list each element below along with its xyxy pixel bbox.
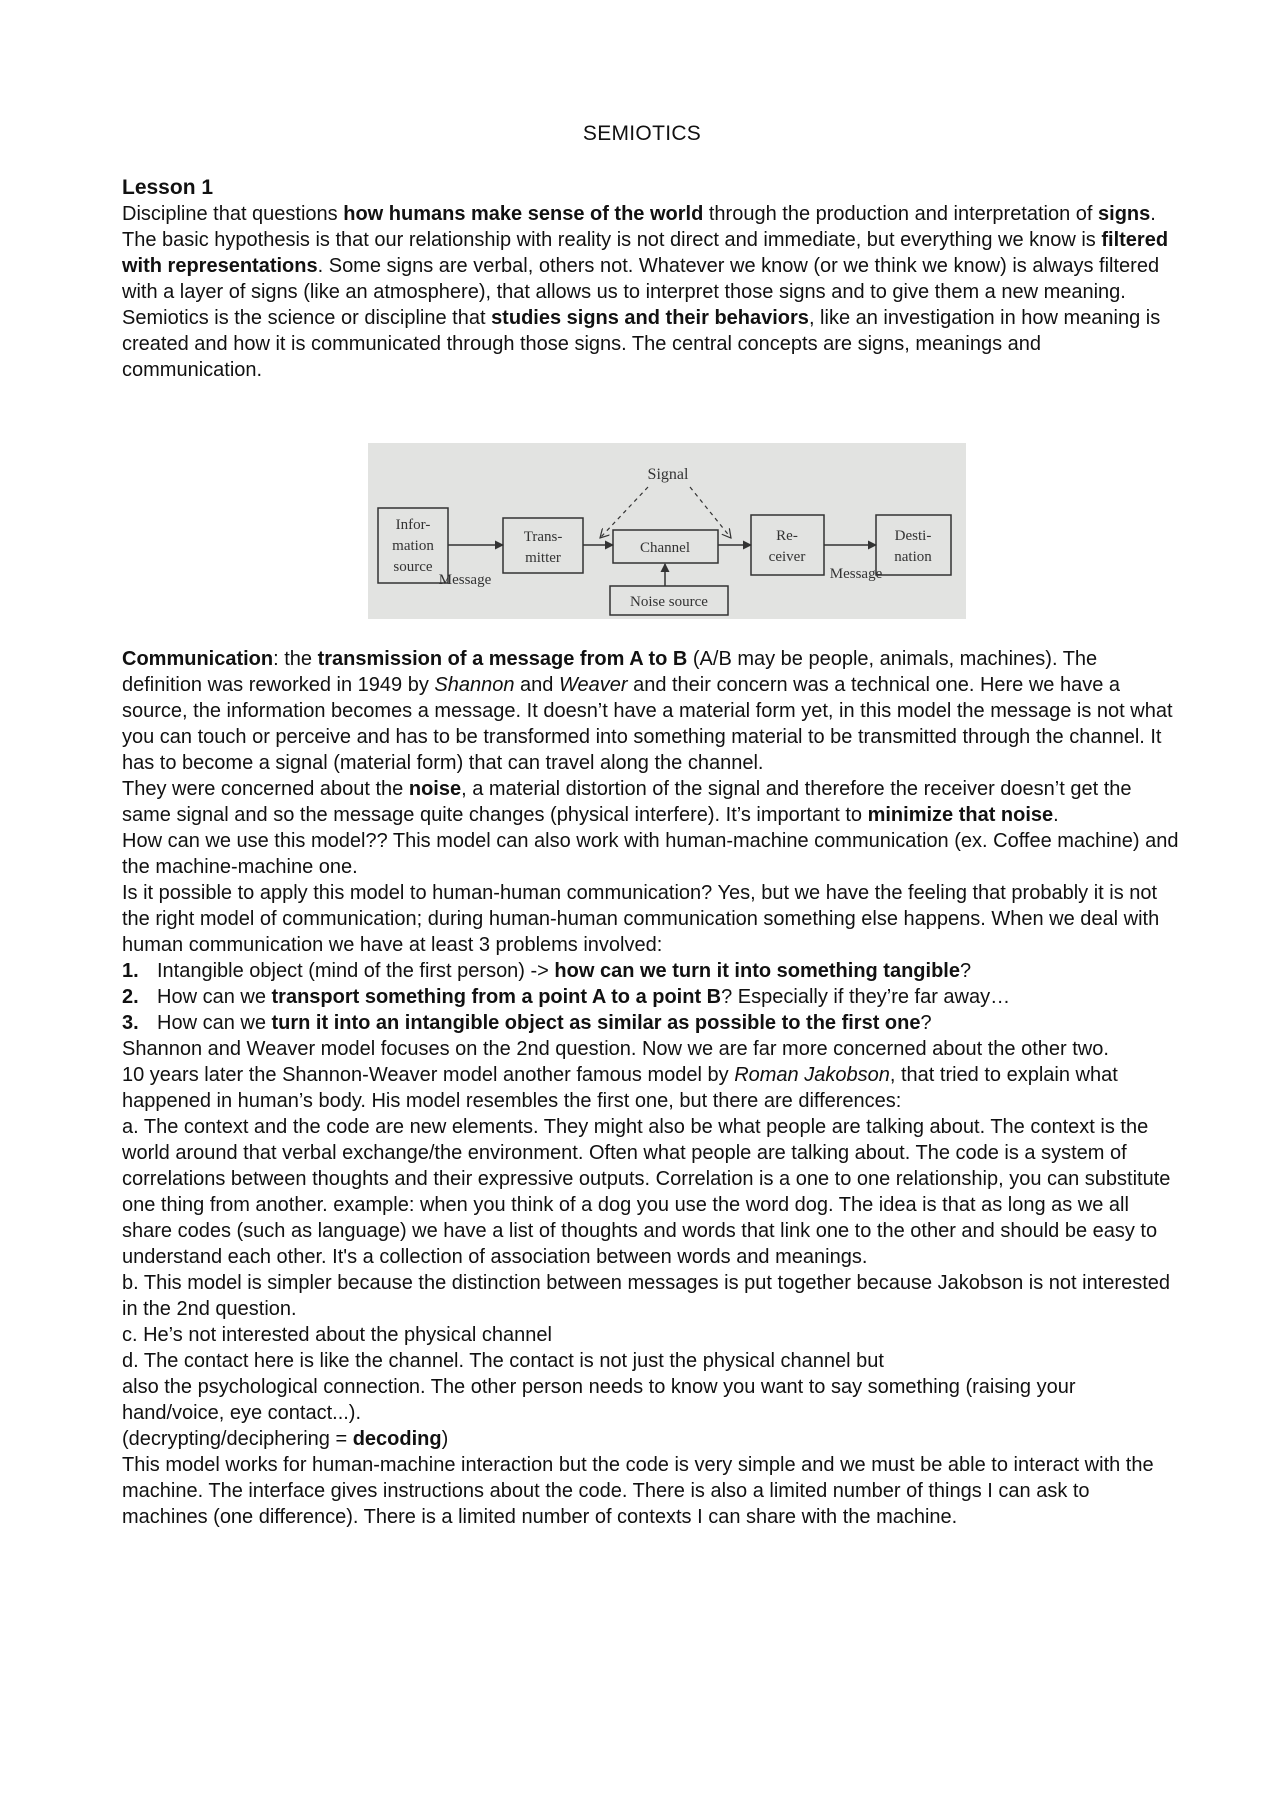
jakobson-paragraph: 10 years later the Shannon-Weaver model another famous model by Roman Jakobson, that tried to explain what happened in human’s body. His model resembles the first one, but there are differences: (122, 1064, 1118, 1112)
noise-source-label: Noise source (630, 594, 708, 610)
message-right-label: Message (829, 566, 883, 582)
receiver-label-2: ceiver (768, 549, 806, 565)
destination-label-2: nation (894, 549, 932, 565)
difference-c: c. He’s not interested about the physical channel (122, 1324, 552, 1346)
focus-paragraph: Shannon and Weaver model focuses on the 2nd question. Now we are far more concerned about the other two. (122, 1038, 1109, 1060)
list-item: 1. Intangible object (mind of the first person) -> how can we turn it into something tangible? (122, 960, 972, 982)
communication-paragraph: Communication: the transmission of a message from A to B (A/B may be people, animals, machines). The definition was reworked in 1949 by Shannon and Weaver and their concern was a technical one. Here we have a source, the information becomes a message. It doesn’t have a material form yet, in this model the message is not what you can touch or perceive and has to be transformed into something material to be transmitted through the channel. It has to become a signal (material form) that can travel along the channel. (122, 648, 1173, 774)
info-source-label-1: Infor- (395, 517, 431, 533)
intro-paragraph-2: Semiotics is the science or discipline that studies signs and their behaviors, like an investigation in how meaning is created and how it is communicated through those signs. The central concepts are signs, meanings and communication. (122, 307, 1161, 381)
difference-b: b. This model is simpler because the distinction between messages is put together because Jakobson is not interested in the 2nd question. (122, 1272, 1170, 1320)
destination-label-1: Desti- (894, 528, 932, 544)
intro-section (122, 175, 1180, 383)
machine-paragraph: This model works for human-machine interaction but the code is very simple and we must be able to interact with the machine. The interface gives instructions about the code. There is also a limited number of things I can ask to machines (one difference). There is a limited number of contexts I can share with the machine. (122, 1454, 1154, 1528)
human-paragraph: Is it possible to apply this model to human-human communication? Yes, but we have the feeling that probably it is not the right model of communication; during human-human communication something else happens. When we deal with human communication we have at least 3 problems involved: (122, 882, 1160, 956)
list-item: 3. How can we turn it into an intangible object as similar as possible to the first one? (122, 1012, 932, 1034)
message-left-label: Message (438, 572, 492, 588)
receiver-label-1: Re- (776, 528, 798, 544)
transmitter-label-2: mitter (525, 550, 561, 566)
noise-paragraph: They were concerned about the noise, a material distortion of the signal and therefore the receiver doesn’t get the same signal and so the message quite changes (physical interfere). It’s important to minimize that noise. (122, 778, 1132, 826)
lesson-heading: Lesson 1 (122, 176, 214, 199)
use-paragraph: How can we use this model?? This model can also work with human-machine communication (ex. Coffee machine) and the machine-machine one. (122, 830, 1179, 878)
info-source-label-2: mation (392, 538, 434, 554)
destination-box (876, 515, 951, 575)
info-source-label-3: source (393, 559, 433, 575)
difference-a: a. The context and the code are new elements. They might also be what people are talking about. The context is the world around that verbal exchange/the environment. Often what people are talking about. The code is a system of correlations between thoughts and their expressive outputs. Correlation is a one to one relationship, you can substitute one thing from another. example: when you think of a dog you use the word dog. The idea is that as long as we all share codes (such as language) we have a list of thoughts and words that link one to the other and should be easy to understand each other. It's a collection of association between words and meanings. (122, 1116, 1171, 1268)
document-title: SEMIOTICS (582, 122, 702, 145)
transmitter-label-1: Trans- (523, 529, 563, 545)
list-item: 2. How can we transport something from a point A to a point B? Especially if they’re far away… (122, 986, 1011, 1008)
channel-label: Channel (640, 540, 690, 556)
receiver-box (751, 515, 824, 575)
difference-d-line-1: d. The contact here is like the channel. The contact is not just the physical channel but (122, 1350, 884, 1372)
communication-model-diagram (368, 443, 966, 619)
body-section (122, 646, 1180, 1530)
signal-label: Signal (647, 466, 689, 483)
decoding-line: (decrypting/deciphering = decoding) (122, 1428, 449, 1450)
difference-d-line-2: also the psychological connection. The other person needs to know you want to say something (raising your hand/voice, eye contact...). (122, 1376, 1076, 1424)
intro-paragraph-1: Discipline that questions how humans make sense of the world through the production and interpretation of signs. The basic hypothesis is that our relationship with reality is not direct and immediate, but everything we know is filtered with representations. Some signs are verbal, others not. Whatever we know (or we think we know) is always filtered with a layer of signs (like an atmosphere), that allows us to interpret those signs and to give them a new meaning. (122, 203, 1169, 303)
